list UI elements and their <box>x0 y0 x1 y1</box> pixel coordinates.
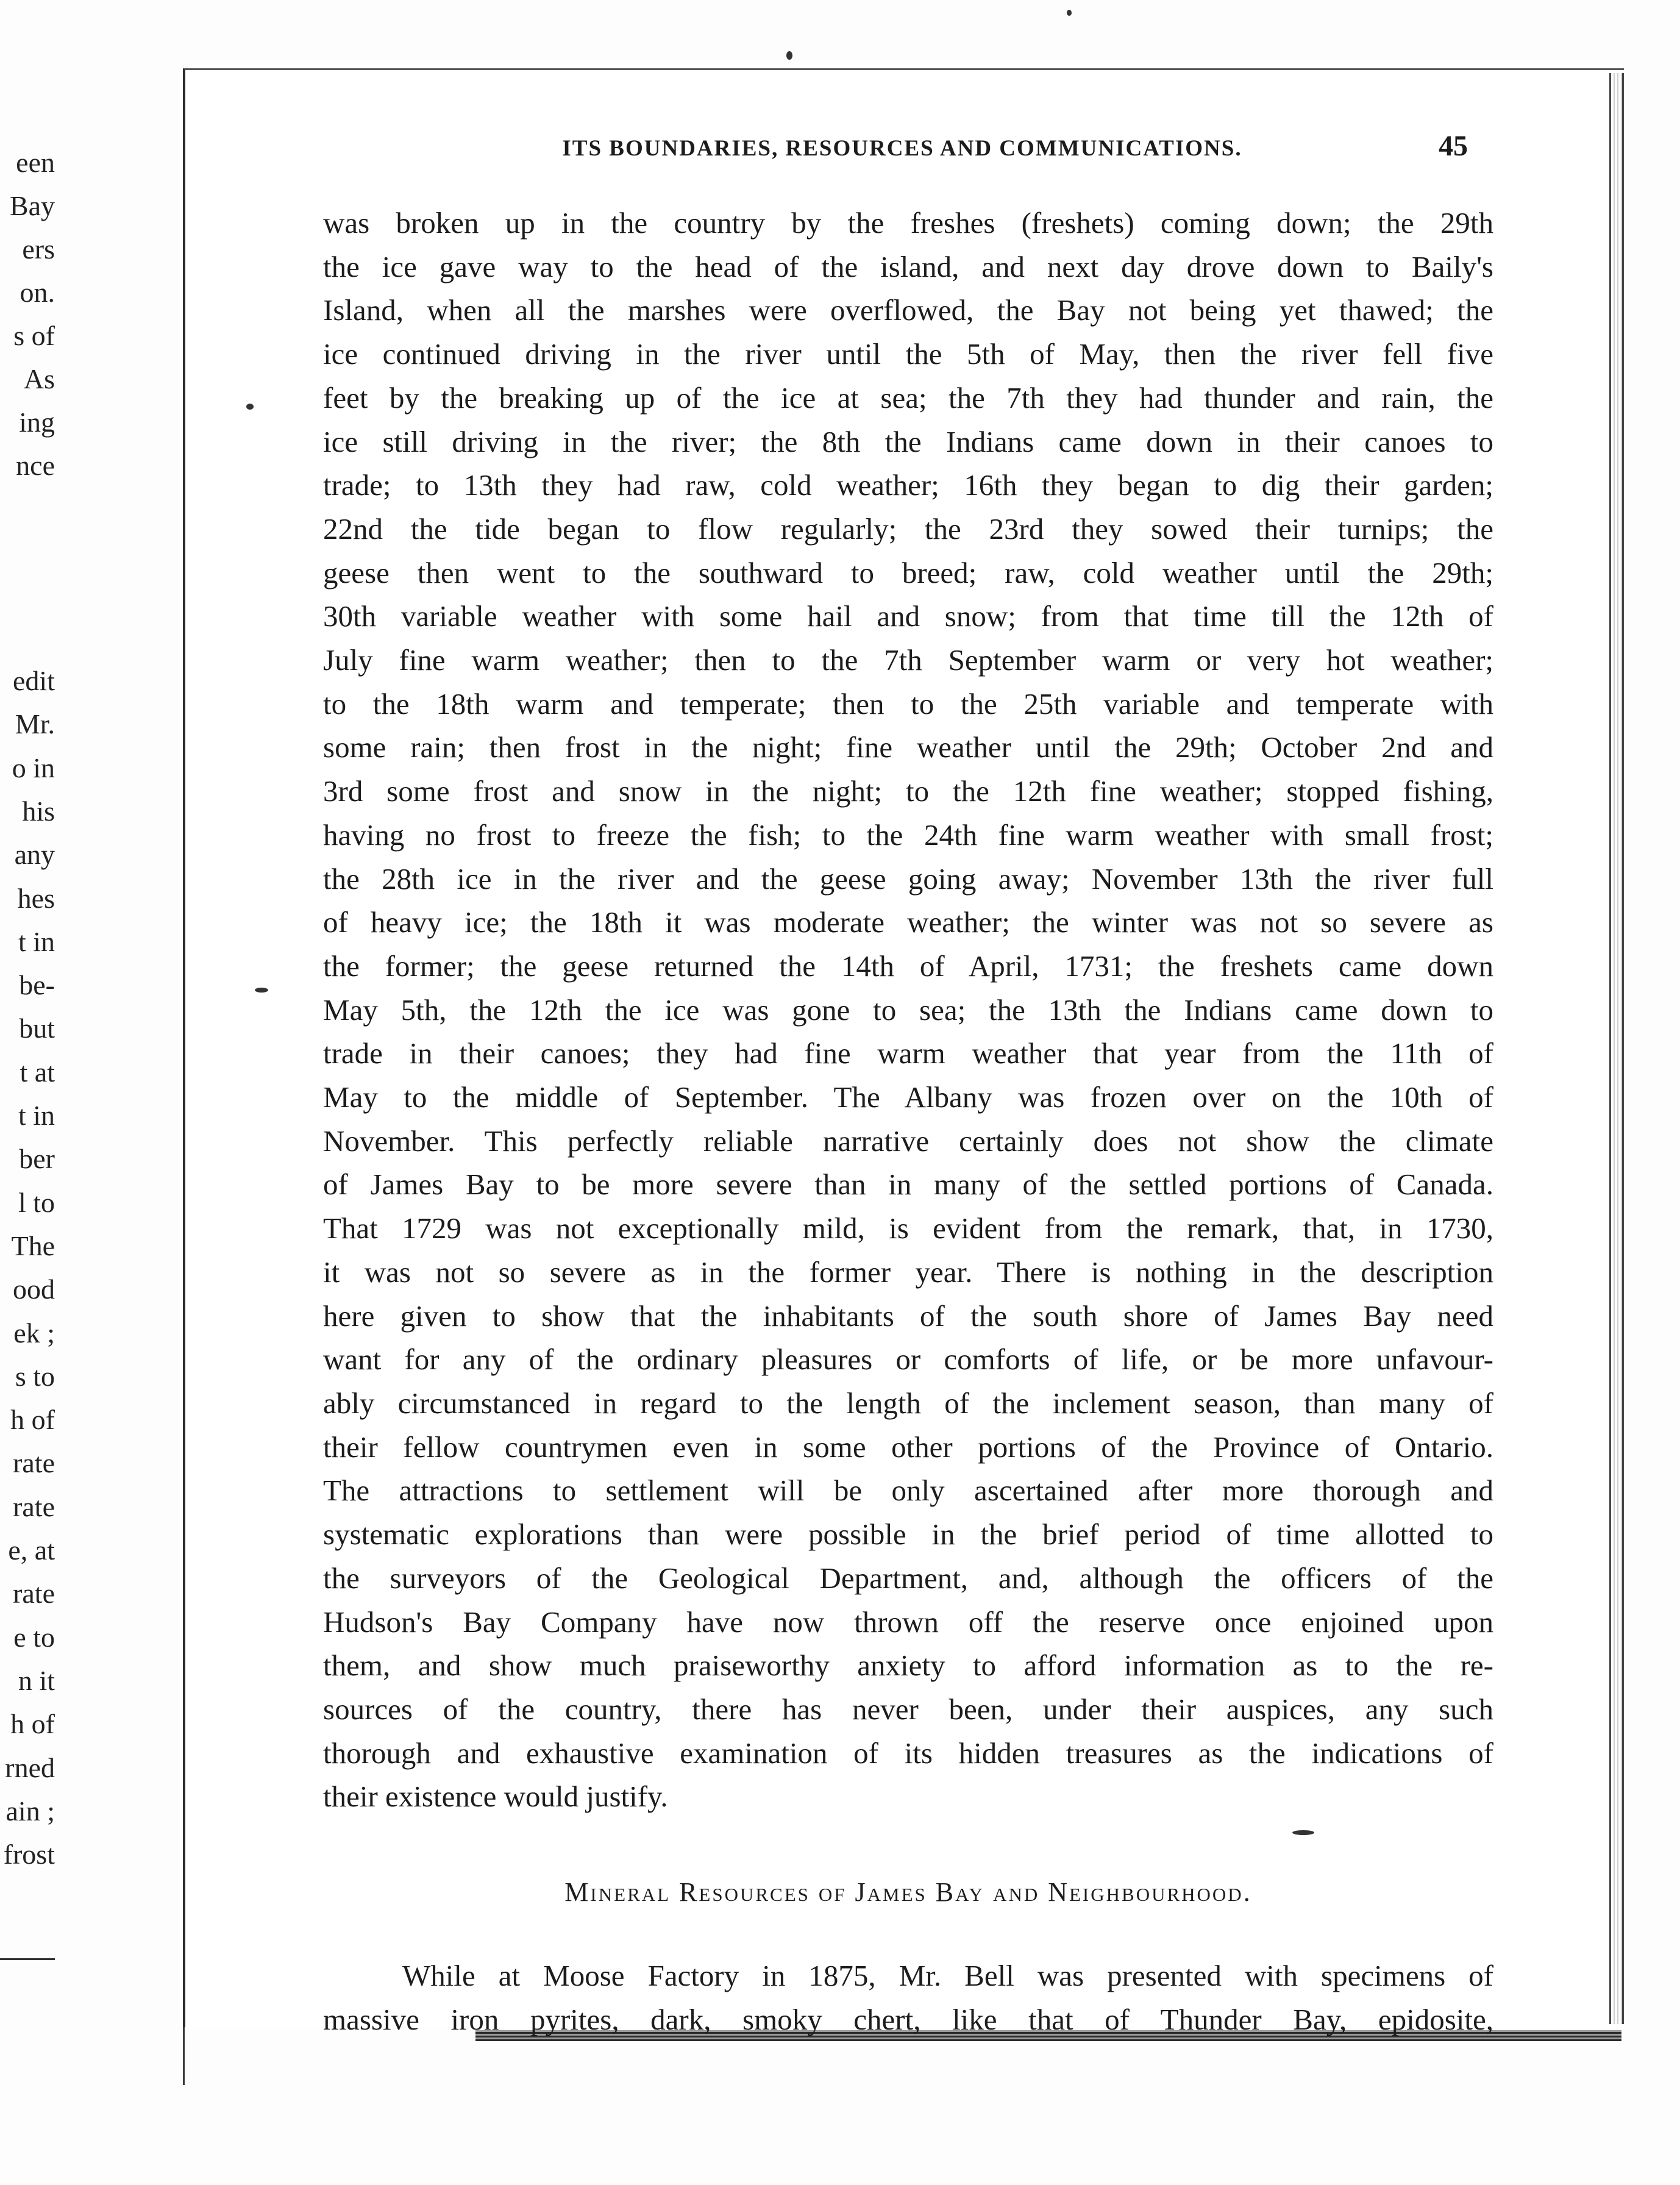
paragraph-line: here given to show that the inhabitants of the south shore of James Bay need <box>323 1299 1493 1333</box>
paragraph-line: massive iron pyrites, dark, smoky chert, like that of Thunder Bay, epidosite, <box>323 2003 1493 2036</box>
paragraph-line: the 28th ice in the river and the geese going away; November 13th the river full <box>323 861 1493 896</box>
paragraph-line: 30th variable weather with some hail and snow; from that time till the 12th of <box>323 599 1493 633</box>
section-heading: Mineral Resources of James Bay and Neighbourhood. <box>564 1877 1252 1907</box>
paragraph-line: trade; to 13th they had raw, cold weather; 16th they began to dig their garden; <box>323 468 1493 502</box>
paragraph-line: of heavy ice; the 18th it was moderate weather; the winter was not so severe as <box>323 905 1493 939</box>
left-page-line: ek ; <box>13 1317 55 1349</box>
page-edge <box>1609 73 1624 2024</box>
paragraph-line: ably circumstanced in regard to the length of the inclement season, than many of <box>323 1386 1493 1420</box>
left-page-line: rned <box>5 1752 55 1783</box>
left-page-line: o in <box>12 752 55 783</box>
left-page-rule <box>0 1958 55 1960</box>
scan-speck <box>1067 10 1072 16</box>
paragraph-line: some rain; then frost in the night; fine weather until the 29th; October 2nd and <box>323 730 1493 765</box>
left-page-line: s of <box>13 320 55 351</box>
left-page-line: The <box>11 1230 55 1261</box>
paragraph-line: The attractions to settlement will be only ascertained after more thorough and <box>323 1474 1493 1508</box>
left-page-line: ers <box>22 233 55 265</box>
left-page-line: his <box>22 795 55 827</box>
left-page-line: een <box>16 147 55 178</box>
left-page-line: Bay <box>9 190 55 221</box>
left-page-line: l to <box>18 1186 55 1218</box>
left-page-line: nce <box>16 450 55 481</box>
left-page-line: rate <box>13 1491 55 1522</box>
left-page-line: frost <box>3 1839 55 1870</box>
left-page-line: rate <box>13 1578 55 1609</box>
paragraph-line: thorough and exhaustive examination of its hidden treasures as the indications of <box>323 1736 1493 1770</box>
paragraph-line: geese then went to the southward to breed; raw, cold weather until the 29th; <box>323 555 1493 590</box>
paragraph-line: July fine warm weather; then to the 7th September warm or very hot weather; <box>323 643 1493 677</box>
paragraph-line: feet by the breaking up of the ice at sea; the 7th they had thunder and rain, the <box>323 380 1493 415</box>
left-page-line: e, at <box>8 1534 55 1566</box>
left-page-line: t in <box>18 925 55 957</box>
paragraph-line: systematic explorations than were possible in the brief period of time allotted to <box>323 1517 1493 1552</box>
left-page-line: h of <box>10 1708 55 1740</box>
left-page-line: As <box>23 363 55 394</box>
paragraph-line: May 5th, the 12th the ice was gone to sea; the 13th the Indians came down to <box>323 993 1493 1027</box>
left-page-line: ing <box>19 407 55 438</box>
left-page-line: rate <box>13 1447 55 1479</box>
left-page-line: be- <box>19 969 55 1001</box>
left-page-line: h of <box>10 1404 55 1436</box>
paragraph-line: May to the middle of September. The Albany was frozen over on the 10th of <box>323 1080 1493 1114</box>
scan-speck <box>246 404 254 410</box>
left-page-line: ood <box>13 1274 55 1305</box>
left-page-line: Mr. <box>15 708 55 740</box>
main-paragraph <box>323 201 1493 1819</box>
left-page-line: on. <box>20 277 55 308</box>
scan-speck <box>1292 1830 1314 1835</box>
paragraph-line: it was not so severe as in the former year. There is nothing in the description <box>323 1255 1493 1289</box>
paragraph-line: ice still driving in the river; the 8th the Indians came down in their canoes to <box>323 424 1493 458</box>
paragraph-line: of James Bay to be more severe than in many of the settled portions of Canada. <box>323 1167 1493 1202</box>
left-page-line: ain ; <box>5 1795 55 1827</box>
paragraph-line: ice continued driving in the river until the 5th of May, then the river fell five <box>323 337 1493 371</box>
paragraph-line: 3rd some frost and snow in the night; to the 12th fine weather; stopped fishing, <box>323 774 1493 808</box>
left-page-line: t at <box>20 1056 55 1088</box>
paragraph-line: the surveyors of the Geological Department, and, although the officers of the <box>323 1561 1493 1595</box>
paragraph-line: That 1729 was not exceptionally mild, is evident from the remark, that, in 1730, <box>323 1211 1493 1246</box>
left-page-line: edit <box>13 665 55 696</box>
paragraph-line: was broken up in the country by the freshes (freshets) coming down; the 29th <box>323 206 1493 240</box>
paragraph-line: Hudson's Bay Company have now thrown off the reserve once enjoined upon <box>323 1605 1493 1639</box>
left-page-line: s to <box>15 1360 55 1392</box>
paragraph-line: sources of the country, there has never been, under their auspices, any such <box>323 1692 1493 1726</box>
left-page-line: ber <box>19 1143 55 1175</box>
paragraph-line: their existence would justify. <box>323 1780 668 1814</box>
left-page-line: but <box>19 1013 55 1044</box>
paragraph-line: them, and show much praiseworthy anxiety to afford information as to the re- <box>323 1649 1493 1683</box>
left-page-line: t in <box>18 1100 55 1131</box>
left-page-fragment <box>0 73 185 2085</box>
left-page-line: hes <box>17 882 55 914</box>
left-page-line: e to <box>13 1621 55 1653</box>
paragraph-line: Island, when all the marshes were overflowed, the Bay not being yet thawed; the <box>323 293 1493 327</box>
paragraph-line: November. This perfectly reliable narrative certainly does not show the climate <box>323 1124 1493 1158</box>
paragraph-line: 22nd the tide began to flow regularly; the 23rd they sowed their turnips; the <box>323 511 1493 546</box>
page-number: 45 <box>1439 130 1468 162</box>
paragraph-line: the former; the geese returned the 14th of April, 1731; the freshets came down <box>323 949 1493 983</box>
paragraph-line: While at Moose Factory in 1875, Mr. Bell was presented with specimens of <box>402 1959 1493 1992</box>
left-page-line: any <box>14 839 55 871</box>
paragraph-line: want for any of the ordinary pleasures or comforts of life, or be more unfavour- <box>323 1342 1493 1377</box>
running-header: ITS BOUNDARIES, RESOURCES AND COMMUNICATIONS. <box>562 136 1242 161</box>
paragraph-line: the ice gave way to the head of the island, and next day drove down to Baily's <box>323 249 1493 283</box>
paragraph-line: to the 18th warm and temperate; then to the 25th variable and temperate with <box>323 686 1493 721</box>
paragraph-line: their fellow countrymen even in some other portions of the Province of Ontario. <box>323 1430 1493 1464</box>
scan-speck <box>255 988 268 993</box>
scan-speck <box>786 51 792 60</box>
paragraph-line: having no frost to freeze the fish; to the 24th fine warm weather with small frost; <box>323 818 1493 852</box>
paragraph-line: trade in their canoes; they had fine warm weather that year from the 11th of <box>323 1036 1493 1071</box>
section-paragraph <box>323 1954 1493 2042</box>
left-page-line: n it <box>18 1664 55 1696</box>
